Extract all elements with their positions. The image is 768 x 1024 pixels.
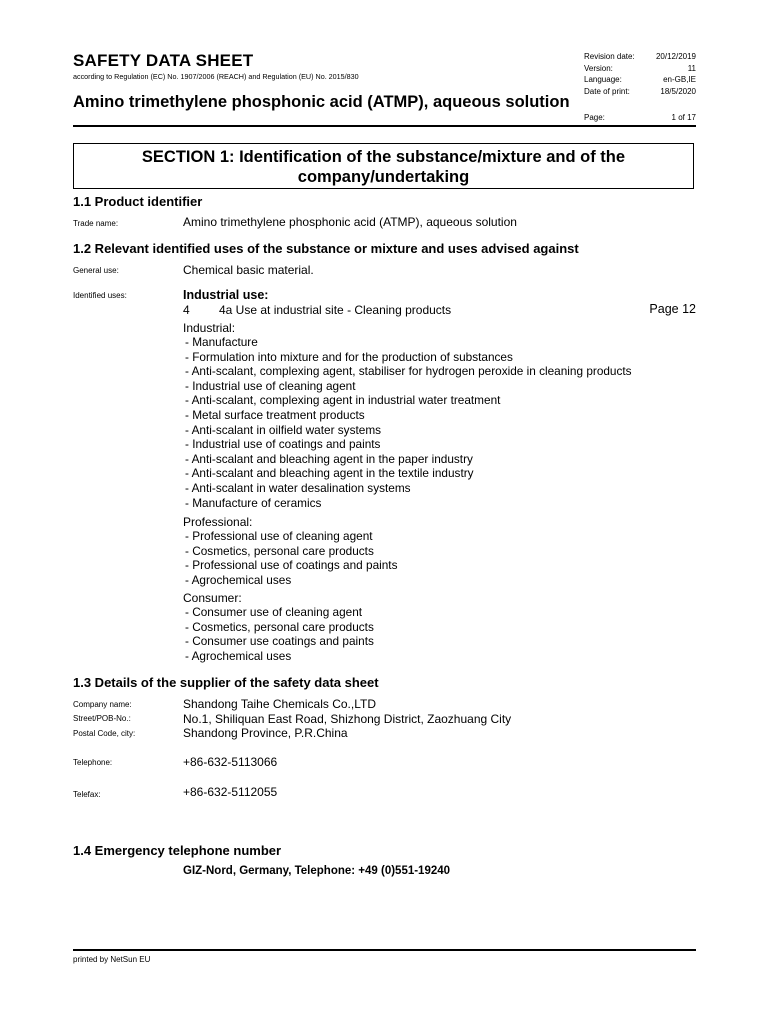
page-reference: Page 12 (649, 302, 696, 316)
product-name: Amino trimethylene phosphonic acid (ATMP), aqueous solution (73, 93, 570, 111)
list-item: - Professional use of cleaning agent (185, 529, 397, 544)
page-indicator: Page: 1 of 17 (584, 113, 696, 122)
industrial-use-line: 4a Use at industrial site - Cleaning products (219, 303, 452, 317)
list-item: - Cosmetics, personal care products (185, 544, 397, 559)
telephone-label: Telephone: (73, 758, 113, 767)
consumer-label: Consumer: (183, 591, 242, 605)
company-value: Shandong Taihe Chemicals Co.,LTD (183, 697, 376, 711)
general-use-value: Chemical basic material. (183, 263, 314, 277)
telefax-value: +86-632-5112055 (183, 785, 278, 799)
telephone-value: +86-632-5113066 (183, 755, 278, 769)
heading-1-2: 1.2 Relevant identified uses of the substance or mixture and uses advised against (73, 241, 579, 256)
list-item: - Consumer use of cleaning agent (185, 605, 374, 620)
postal-label: Postal Code, city: (73, 729, 136, 738)
list-item: - Manufacture of ceramics (185, 496, 632, 511)
list-item: - Manufacture (185, 335, 632, 350)
meta-version: Version: 11 (584, 63, 696, 73)
meta-revision-date: Revision date: 20/12/2019 (584, 52, 696, 61)
consumer-list (185, 605, 374, 663)
trade-name-value: Amino trimethylene phosphonic acid (ATMP), aqueous solution (183, 215, 517, 229)
list-item: - Anti-scalant in oilfield water systems (185, 423, 632, 438)
industrial-use-heading: Industrial use: (183, 288, 269, 302)
company-label: Company name: (73, 700, 132, 709)
list-item: - Industrial use of cleaning agent (185, 379, 632, 394)
general-use-label: General use: (73, 266, 119, 275)
street-label: Street/POB-No.: (73, 714, 131, 723)
heading-1-1: 1.1 Product identifier (73, 194, 203, 209)
list-item: - Anti-scalant, complexing agent, stabiliser for hydrogen peroxide in cleaning products (185, 364, 632, 379)
list-item: - Cosmetics, personal care products (185, 620, 374, 635)
trade-name-label: Trade name: (73, 219, 119, 228)
header-divider (73, 125, 696, 127)
regulation-note: according to Regulation (EC) No. 1907/2006 (REACH) and Regulation (EU) No. 2015/830 (73, 72, 359, 81)
professional-list (185, 529, 397, 587)
meta-date-of-print: Date of print: 18/5/2020 (584, 86, 696, 96)
list-item: - Industrial use of coatings and paints (185, 437, 632, 452)
street-value: No.1, Shiliquan East Road, Shizhong District, Zaozhuang City (183, 712, 512, 726)
industrial-use-number: 4 (183, 303, 190, 317)
list-item: - Anti-scalant and bleaching agent in the textile industry (185, 466, 632, 481)
meta-language: Language: en-GB,IE (584, 75, 696, 84)
list-item: - Anti-scalant and bleaching agent in the paper industry (185, 452, 632, 467)
list-item: - Metal surface treatment products (185, 408, 632, 423)
list-item: - Agrochemical uses (185, 649, 374, 664)
industrial-list (185, 335, 632, 510)
list-item: - Anti-scalant, complexing agent in industrial water treatment (185, 393, 632, 408)
heading-1-3: 1.3 Details of the supplier of the safety data sheet (73, 675, 379, 690)
revision-meta (584, 51, 696, 97)
footer-printed-by: printed by NetSun EU (73, 955, 151, 964)
list-item: - Agrochemical uses (185, 573, 397, 588)
heading-1-4: 1.4 Emergency telephone number (73, 843, 282, 858)
professional-label: Professional: (183, 515, 253, 529)
footer-divider (73, 949, 696, 951)
emergency-phone: GIZ-Nord, Germany, Telephone: +49 (0)551-19240 (183, 865, 451, 877)
list-item: - Anti-scalant in water desalination systems (185, 481, 632, 496)
list-item: - Professional use of coatings and paints (185, 558, 397, 573)
telefax-label: Telefax: (73, 790, 101, 799)
postal-value: Shandong Province, P.R.China (183, 726, 348, 740)
list-item: - Consumer use coatings and paints (185, 634, 374, 649)
list-item: - Formulation into mixture and for the production of substances (185, 350, 632, 365)
identified-uses-label: Identified uses: (73, 291, 127, 300)
document-title: SAFETY DATA SHEET (73, 51, 254, 70)
section-1-title: SECTION 1: Identification of the substance/mixture and of the company/undertaking (73, 143, 694, 189)
industrial-label: Industrial: (183, 321, 236, 335)
